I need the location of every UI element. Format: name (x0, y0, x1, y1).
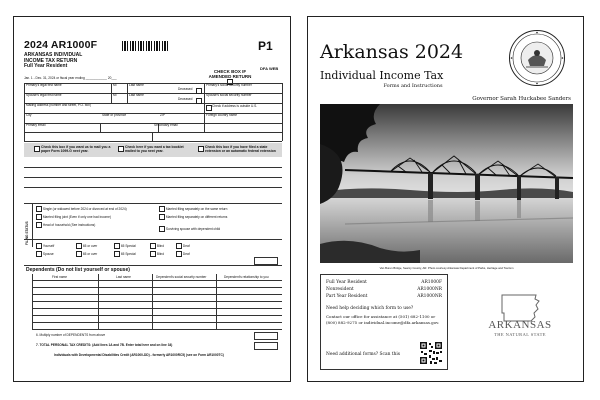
exemption-deaf (176, 243, 190, 249)
dfa-web: DFA WEB (260, 66, 279, 71)
65-special-checkbox[interactable] (114, 243, 120, 249)
label-zip: ZIP (160, 113, 165, 117)
dep-ssn-header: Dependent's social security number (156, 275, 207, 279)
label-city: City (26, 113, 32, 117)
cover-page (307, 16, 584, 382)
forms-info-box (320, 274, 448, 370)
label-spouse-ssn: Spouse's social security number (206, 93, 252, 97)
scan-text: Need additional forms? Scan this (326, 352, 401, 357)
line-7-box[interactable] (254, 342, 278, 350)
dep-first-header: First name (52, 275, 68, 279)
label-deceased-2: Deceased (178, 97, 193, 101)
dfa-label (260, 67, 278, 71)
label-mailing-address: Mailing address (number and street, P.O. box) (26, 103, 91, 107)
filing-status-3-checkbox[interactable] (36, 222, 42, 228)
exemption-deaf-label: Deaf (182, 243, 190, 248)
label-primary-ssn: Primary's social security number (206, 83, 252, 87)
filing-status-4-label: Married filing separately on the same return (165, 206, 228, 211)
note-tax-booklet: Check here if you want a tax booklet mailed to you next year. (125, 145, 184, 153)
label-primary-name: Primary's legal first name (26, 83, 62, 87)
extension-checkbox[interactable] (198, 146, 204, 152)
filing-status-2 (36, 214, 111, 220)
filing-status-4 (159, 206, 227, 212)
amended-label-1: CHECK BOX IF (213, 69, 247, 74)
exemption-blind-spouse (150, 251, 164, 257)
state-seal-icon (508, 29, 566, 87)
exemption-deaf-spouse-label: Deaf (182, 251, 190, 256)
exemption-65-special-spouse (114, 251, 136, 257)
nonresident-label: Nonresident (326, 287, 354, 292)
form-row-part-year (326, 294, 442, 299)
label-state: State or province (102, 113, 127, 117)
filing-status-6-label: Surviving spouse with dependent child (165, 226, 221, 231)
exemption-blind (150, 243, 164, 249)
filing-status-2-checkbox[interactable] (36, 214, 42, 220)
filing-status-5 (159, 214, 227, 220)
cover-subtitle: Individual Income Tax (320, 69, 444, 82)
note-extension: Check this box if you have filed a state extension or an automatic federal extension (205, 145, 276, 153)
part-year-label: Part Year Resident (326, 294, 368, 299)
exemption-spouse (36, 251, 54, 257)
label-mi-2: MI (113, 93, 117, 97)
page-number: P1 (258, 39, 273, 53)
form-subtitle-1: ARKANSAS INDIVIDUAL (24, 52, 83, 58)
dependents-heading: Dependents (Do not list yourself or spouse) (26, 267, 130, 273)
exemption-65-over-label: 65 or over (82, 243, 98, 248)
label-last-name-2: Last name (129, 93, 144, 97)
exemption-blind-label: Blind (156, 243, 164, 248)
filing-status-6-checkbox[interactable] (159, 226, 165, 232)
logo-tagline: THE NATURAL STATE (494, 332, 546, 337)
dep-last-header: Last name (116, 275, 131, 279)
label-last-name: Last name (129, 83, 144, 87)
label-mi: MI (113, 83, 117, 87)
filing-status-side: FILING STATUS (25, 221, 29, 245)
form-subtitle-2: INCOME TAX RETURN (24, 57, 78, 64)
filing-status-1-label: Single (or widowed before 2024 or divorced at end of 2024) (42, 206, 127, 211)
tax-year-line: Jan. 1 - Dec. 31, 2024 or fiscal year ending ____________ 20___ (24, 76, 117, 80)
tax-form-page (13, 16, 291, 382)
exemption-yourself-label: Yourself (42, 243, 55, 248)
help-line-2: Contact our office for assistance at (501) 682-1100 or (326, 314, 436, 319)
65-special-spouse-checkbox[interactable] (114, 251, 120, 257)
line-6-box[interactable] (254, 332, 278, 340)
full-year-code: AR1000F (421, 280, 442, 285)
amended-label-2: AMENDED RETURN (208, 74, 252, 79)
exemption-65-over-spouse-label: 65 or over (82, 251, 98, 256)
part-year-code: AR1000NR (417, 294, 442, 299)
label-foreign-country: Foreign country name (206, 113, 238, 117)
full-year-label: Full Year Resident (326, 280, 367, 285)
dep-rel-header: Dependent's relationship to you (224, 275, 269, 279)
exemption-yourself (36, 243, 54, 249)
65-over-checkbox[interactable] (76, 243, 82, 249)
deaf-checkbox[interactable] (176, 243, 182, 249)
barcode (122, 41, 168, 51)
exemption-65-special (114, 243, 136, 249)
label-primary-email: Primary email (26, 123, 46, 127)
line-6: 6. Multiply number of DEPENDENTS from above (36, 333, 106, 337)
note-paper-1099g: Check this box if you want us to mail you a paper Form 1099-G next year. (41, 145, 111, 153)
form-title: 2024 AR1000F (24, 39, 98, 51)
label-deceased-1: Deceased (178, 87, 193, 91)
filing-status-3 (36, 222, 95, 228)
cover-title: Arkansas 2024 (320, 41, 464, 63)
logo-wordmark: ARKANSAS (488, 319, 552, 331)
filing-status-1 (36, 206, 127, 212)
exemption-total-box[interactable] (254, 257, 278, 265)
label-secondary-email: Secondary email (154, 123, 178, 127)
bridge-photo (320, 104, 573, 263)
paper-1099g-checkbox[interactable] (34, 146, 40, 152)
deceased-checkbox-2[interactable] (196, 98, 202, 104)
exemption-spouse-label: Spouse (42, 251, 54, 256)
65-over-spouse-checkbox[interactable] (76, 251, 82, 257)
exemption-65-special-label: 65 Special (120, 243, 136, 248)
help-line-1: Need help deciding which form to use? (326, 306, 414, 311)
qr-code-icon[interactable] (419, 341, 443, 365)
exemption-65-over-spouse (76, 251, 97, 257)
governor-line: Governor Sarah Huckabee Sanders (472, 96, 571, 102)
exemption-65-special-spouse-label: 65 Special (120, 251, 136, 256)
exemption-65-over (76, 243, 97, 249)
filing-status-3-label: Head of household (See instructions) (42, 222, 96, 227)
filing-status-6 (159, 226, 220, 232)
help-line-3: (800) 882-9275 or individual.income@dfa.arkansas.gov. (326, 320, 440, 325)
form-row-nonresident (326, 287, 442, 292)
yourself-checkbox[interactable] (36, 243, 42, 249)
filing-status-1-checkbox[interactable] (36, 206, 42, 212)
form-row-full-year (326, 280, 442, 285)
label-outside-us: Check if address is outside U.S. (212, 104, 258, 108)
filing-status-5-label: Married filing separately on different returns (165, 214, 228, 219)
line-7: 7. TOTAL PERSONAL TAX CREDITS: (Add lines 1A and 7B. Enter total here and on line 34) (36, 343, 173, 347)
exemption-deaf-spouse (176, 251, 190, 257)
exemption-blind-spouse-label: Blind (156, 251, 164, 256)
filing-status-2-label: Married filing joint (Even if only one had income) (42, 214, 111, 219)
filing-status-4-checkbox[interactable] (159, 206, 165, 212)
line-dd: Individuals with Developmental Disabilities Credit (AR1000-DD) - formerly AR1000RC5) (see on Form AR1000TC) (54, 353, 224, 357)
filing-status-5-checkbox[interactable] (159, 214, 165, 220)
label-spouse-name: Spouse's legal first name (26, 93, 62, 97)
blind-spouse-checkbox[interactable] (150, 251, 156, 257)
spouse-checkbox[interactable] (36, 251, 42, 257)
blind-checkbox[interactable] (150, 243, 156, 249)
photo-caption: Van Buren Bridge, Searcy County, AR. Photo courtesy Arkansas Department of Parks, Heritage and Tourism (379, 266, 514, 270)
nonresident-code: AR1000NR (417, 287, 442, 292)
forms-instructions-line: Forms and Instructions (383, 83, 443, 89)
tax-booklet-checkbox[interactable] (118, 146, 124, 152)
form-subtitle-3: Full Year Resident (24, 63, 68, 69)
deaf-spouse-checkbox[interactable] (176, 251, 182, 257)
deceased-checkbox-1[interactable] (196, 88, 202, 94)
